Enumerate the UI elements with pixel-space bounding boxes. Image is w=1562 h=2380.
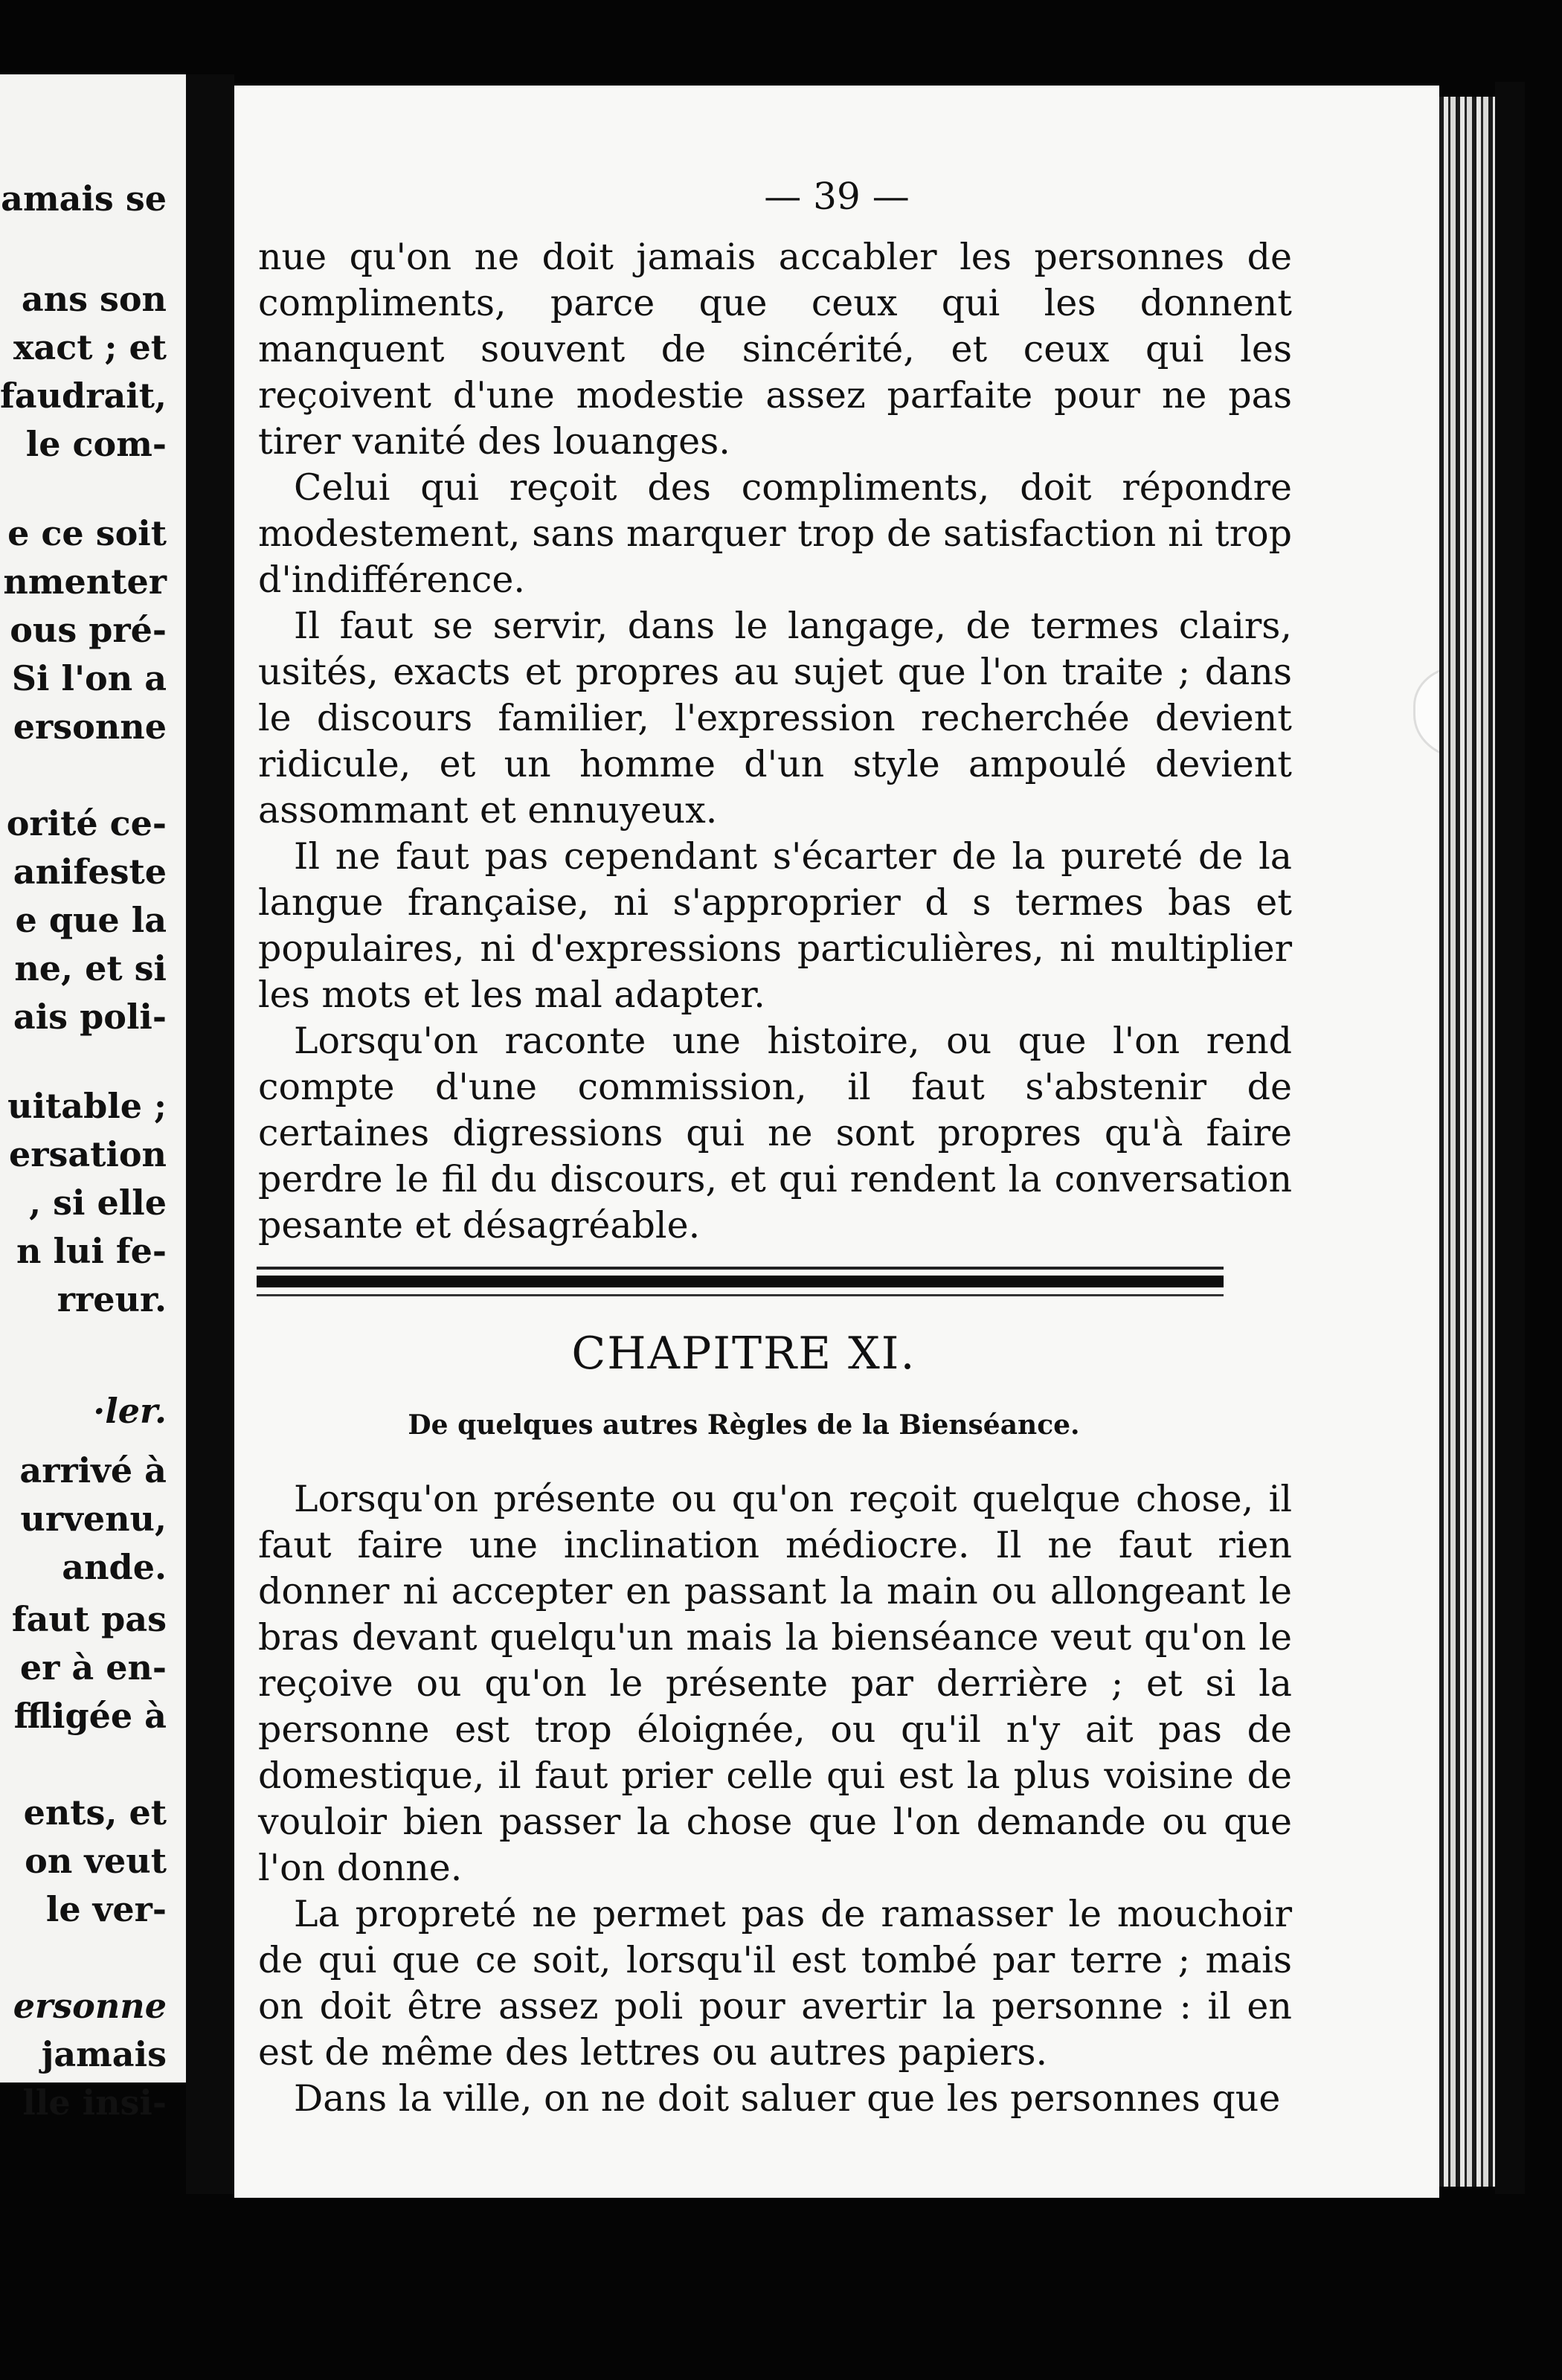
- left-page-line: orité ce-: [6, 803, 167, 843]
- paragraph: Lorsqu'on présente ou qu'on reçoit quelque chose, il faut faire une inclination médiocre. Il ne faut rien donner ni accepter en passant la main ou allongeant le bras devant quelqu'un mais la bienséance veut qu'on le reçoive ou qu'on le présente par derrière ; et si la personne est trop éloignée, ou qu'il n'y ait pas de domestique, il faut prier celle qui est la plus voisine de vouloir bien passer la chose que l'on demande ou que l'on donne.: [258, 1478, 1292, 1889]
- main-page: [234, 86, 1439, 2198]
- left-page-line: nmenter: [3, 562, 167, 602]
- chapter-subtitle: De quelques autres Règles de la Bienséance.: [408, 1409, 1080, 1441]
- left-page-line: ous pré-: [10, 610, 167, 650]
- page-stack-edge: [1439, 97, 1495, 2187]
- text-block-bottom: [258, 1476, 1292, 2122]
- chapter-title: CHAPITRE XI.: [571, 1328, 916, 1380]
- left-page-line: , si elle: [29, 1183, 167, 1223]
- left-page-line: ande.: [62, 1547, 167, 1587]
- left-page-line: jamais: [41, 2034, 167, 2074]
- left-page-line: ersonne: [13, 707, 167, 747]
- left-page-line: ne, et si: [14, 948, 167, 988]
- left-page-line: ersation: [8, 1134, 167, 1174]
- left-page-line: faut pas: [11, 1599, 167, 1639]
- paragraph: nue qu'on ne doit jamais accabler les personnes de compliments, parce que ceux qui les donnent manquent souvent de sincérité, et ceux qui les reçoivent d'une modestie assez parfaite pour ne pas tirer vanité des louanges.: [258, 236, 1292, 463]
- left-page-line: xact ; et: [13, 327, 167, 367]
- left-page-line: ffligée à: [13, 1696, 167, 1736]
- book-gutter: [186, 74, 234, 2194]
- paragraph: La propreté ne permet pas de ramasser le mouchoir de qui que ce soit, lorsqu'il est tombé par terre ; mais on doit être assez poli pour avertir la personne : il en est de même des lettres ou autres papiers.: [258, 1893, 1292, 2074]
- page-number: — 39 —: [764, 175, 910, 218]
- book-cover-edge: [1495, 82, 1525, 2194]
- left-page-line: ents, et: [23, 1792, 167, 1833]
- paragraph: Il faut se servir, dans le langage, de termes clairs, usités, exacts et propres au sujet que l'on traite ; dans le discours familier, l'expression recherchée devient ridicule, et un homme d'un style ampoulé devient assommant et ennuyeux.: [258, 605, 1292, 832]
- left-page-line: rreur.: [57, 1279, 167, 1319]
- paragraph: Lorsqu'on raconte une histoire, ou que l'on rend compte d'une commission, il faut s'abstenir de certaines digressions qui ne sont propres qu'à faire perdre le fil du discours, et qui rendent la conversation pesante et désagréable.: [258, 1020, 1292, 1247]
- left-page-line: le com-: [25, 424, 167, 464]
- paragraph: Dans la ville, on ne doit saluer que les personnes que: [294, 2077, 1281, 2120]
- left-facing-page: [0, 74, 186, 2123]
- left-page-line: anifeste: [13, 852, 167, 892]
- left-page-line: lle insi-: [22, 2082, 167, 2123]
- left-page-line: e ce soit: [7, 513, 167, 553]
- divider-rule: [257, 1267, 1224, 1270]
- left-page-line: er à en-: [19, 1647, 167, 1688]
- left-page-line: le ver-: [45, 1889, 167, 1929]
- left-page-line: ais poli-: [13, 997, 167, 1037]
- divider-rule: [257, 1294, 1224, 1296]
- left-page-line: ans son: [21, 279, 167, 319]
- left-page-line: ·ler.: [93, 1391, 167, 1431]
- paragraph: Il ne faut pas cependant s'écarter de la pureté de la langue française, ni s'approprier d s termes bas et populaires, ni d'expressions particulières, ni multiplier les mots et les mal adapter.: [258, 835, 1292, 1016]
- left-page-line: n lui fe-: [16, 1231, 167, 1271]
- left-page-line: e que la: [15, 900, 167, 940]
- left-page-line: arrivé à: [19, 1450, 167, 1490]
- left-page-line: urvenu,: [20, 1499, 167, 1539]
- divider-rule: [257, 1276, 1224, 1287]
- left-page-line: Si l'on a: [11, 658, 167, 698]
- left-page-line: ersonne: [13, 1986, 167, 2026]
- paragraph: Celui qui reçoit des compliments, doit répondre modestement, sans marquer trop de satisfaction ni trop d'indifférence.: [258, 466, 1292, 601]
- left-page-line: uitable ;: [7, 1086, 167, 1126]
- text-block-top: [258, 234, 1292, 1249]
- left-page-line: on veut: [25, 1841, 167, 1881]
- left-page-line: faudrait,: [0, 376, 167, 416]
- left-page-line: amais se: [1, 178, 167, 219]
